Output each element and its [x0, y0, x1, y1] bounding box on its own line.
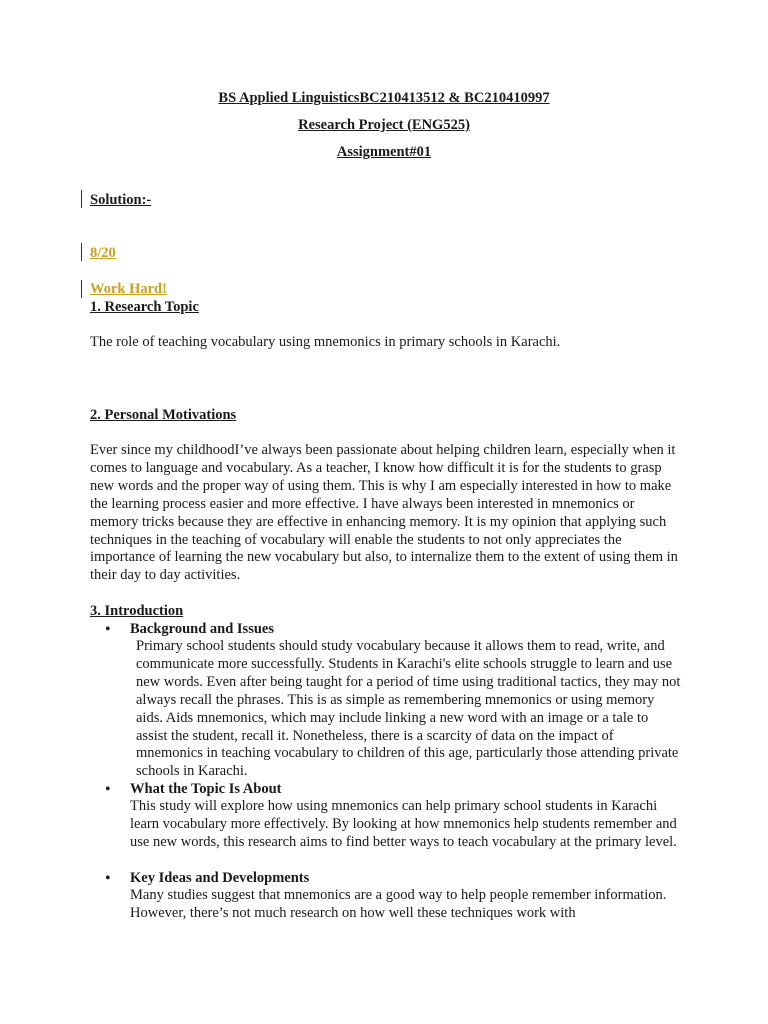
bullet-2-text: This study will explore how using mnemonics can help primary school students in Karachi learn vocabulary more effectively. By looking at how mnemonics help students remember and use new words, this research aims to find better ways to teach vocabulary at the primary level. — [130, 798, 677, 850]
section-3-heading: 3. Introduction — [90, 603, 184, 619]
section-2-text: Ever since my childhoodI’ve always been passionate about helping children learn, especially when it comes to language and vocabulary. As a teacher, I know how difficult it is for the students to grasp new words and the proper way of using them. This is why I am especially interested in how to make the learning process easier and more effective. I have always been interested in mnemonics or memory tricks because they are effective in enhancing memory. It is my opinion that applying such techniques in the teaching of vocabulary will enable the students to not only appreciates the importance of learning the new vocabulary but also, to internalize them to the extent of using them in their day to day activities. — [90, 442, 678, 584]
section-1-text: The role of teaching vocabulary using mnemonics in primary schools in Karachi. — [90, 334, 561, 350]
grade-annotation: 8/20 — [90, 245, 116, 261]
section-2-heading: 2. Personal Motivations — [90, 407, 237, 423]
comment-annotation: Work Hard! — [90, 281, 167, 297]
annotation-marker — [81, 280, 82, 298]
header-line-1: BS Applied LinguisticsBC210413512 & BC210410997 — [218, 90, 550, 106]
bullet-3-title: Key Ideas and Developments — [130, 870, 310, 886]
bullet-1-title: Background and Issues — [130, 621, 274, 637]
annotation-marker — [81, 190, 82, 208]
bullet-icon: • — [105, 781, 111, 798]
bullet-2-title: What the Topic Is About — [130, 781, 282, 797]
bullet-3-text: Many studies suggest that mnemonics are a good way to help people remember information. However, there’s not much research on how well these techniques work with — [130, 887, 667, 921]
header-line-2: Research Project (ENG525) — [298, 117, 470, 133]
solution-label: Solution:- — [90, 192, 152, 208]
bullet-icon: • — [105, 870, 111, 887]
bullet-1-text: Primary school students should study vocabulary because it allows them to read, write, and communicate more successfully. Students in Karachi's elite schools struggle to learn and use new words. Even after being taught for a period of time using traditional tactics, they may not always recall the phrases. This is as simple as remembering mnemonics or using memory aids. Aids mnemonics, which may include linking a new word with an image or a tale to assist the student, recall it. Nonetheless, there is a scarcity of data on the impact of mnemonics in teaching vocabulary to children of this age, particularly those attending private schools in Karachi. — [136, 638, 681, 780]
annotation-marker — [81, 243, 82, 261]
bullet-icon: • — [105, 621, 111, 638]
section-1-heading: 1. Research Topic — [90, 299, 199, 315]
header-line-3: Assignment#01 — [336, 144, 432, 160]
